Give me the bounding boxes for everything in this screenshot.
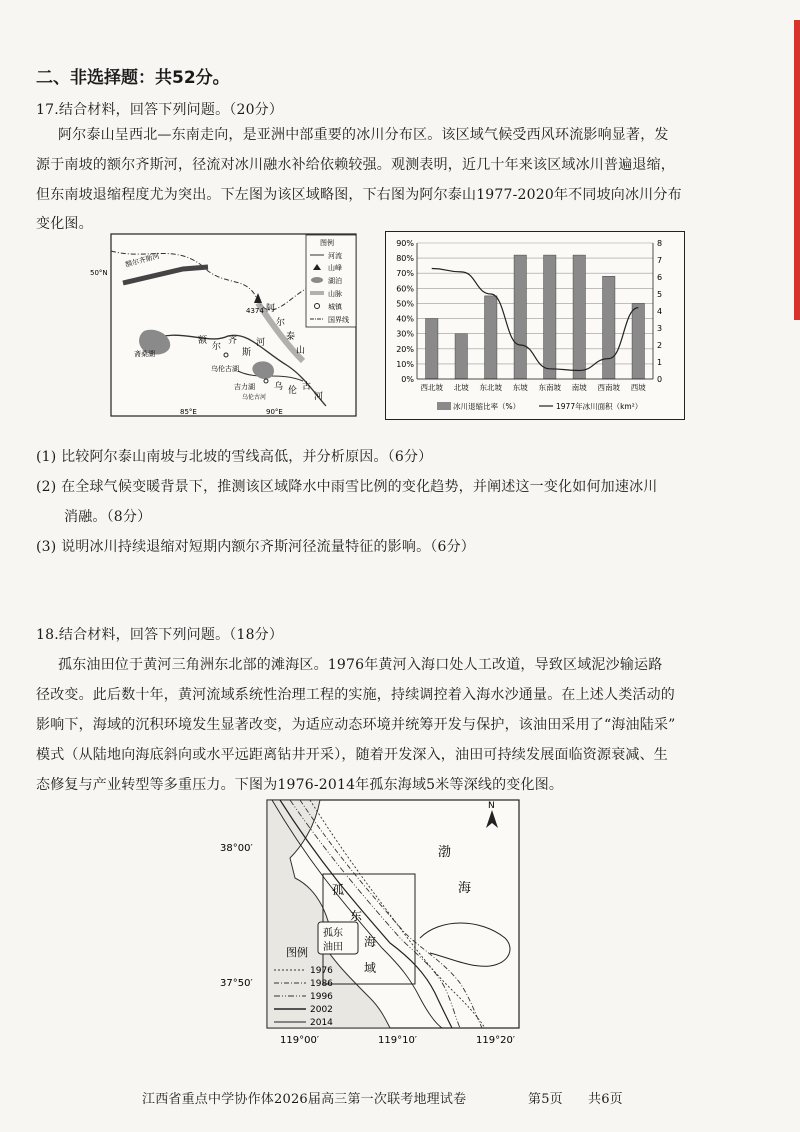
area-label: 域 (364, 961, 377, 975)
bar (455, 334, 467, 379)
place-label: 吉力湖 (234, 383, 255, 391)
place-label: 斯 (242, 348, 252, 358)
legend-year: 2002 (310, 1005, 333, 1015)
q17-para-line: 阿尔泰山呈西北—东南走向，是亚洲中部重要的冰川分布区。该区域气候受西风环流影响显著，发 (58, 127, 669, 143)
oilfield-label: 孤东 (323, 928, 343, 939)
x-tick-label: 西南坡 (597, 383, 620, 392)
legend-year: 1996 (310, 992, 333, 1002)
footer-total: 共6页 (588, 1092, 623, 1107)
x-tick-label: 东坡 (512, 383, 528, 392)
lat-label: 38°00′ (220, 843, 253, 854)
sea-label: 渤 (438, 845, 452, 860)
y-left-tick-label: 70% (396, 269, 414, 279)
y-right-tick-label: 0 (657, 375, 663, 384)
gudong-isobath-map (220, 798, 540, 1048)
q17-para-line: 变化图。 (36, 216, 93, 232)
q18-para-line: 模式（从陆地向海底斜向或水平远距离钻井开采），随着开发深入，油田可持续发展面临资源衰减、生 (36, 747, 668, 763)
place-label: 尔 (276, 318, 286, 328)
place-label: 乌伦古湖 (211, 365, 239, 373)
q17-question: (2) 在全球气候变暖背景下，推测该区域降水中雨雪比例的变化趋势，并阐述这一变化如何加速冰川 (36, 479, 658, 495)
town-icon (264, 379, 268, 383)
x-tick-label: 东南坡 (538, 383, 561, 392)
footer-page: 第5页 (528, 1092, 563, 1107)
place-label: 额 (198, 336, 208, 346)
legend-item: 山脉 (328, 290, 342, 298)
peak-label: 4374 (246, 307, 264, 315)
legend-item: 国界线 (328, 316, 349, 324)
lat-label: 37°50′ (220, 978, 253, 989)
legend-title: 图例 (286, 946, 308, 959)
town-icon (224, 353, 228, 357)
lon-label: 119°20′ (476, 1035, 516, 1046)
altai-region-map (88, 231, 360, 420)
x-tick-label: 南坡 (571, 383, 587, 392)
place-label: 额尔齐斯河 (124, 252, 161, 269)
y-left-tick-label: 90% (396, 239, 414, 248)
legend-year: 1986 (310, 979, 333, 989)
y-right-tick-label: 5 (657, 290, 663, 299)
y-left-tick-label: 50% (396, 299, 414, 309)
oilfield-label: 油田 (323, 942, 343, 953)
bar (632, 303, 644, 379)
legend-item: 河流 (328, 252, 342, 260)
area-label: 孤 (332, 883, 345, 897)
x-tick-label: 北坡 (453, 383, 469, 392)
place-label: 泰 (286, 332, 296, 342)
y-left-tick-label: 80% (396, 254, 414, 264)
y-right-tick-label: 7 (657, 256, 663, 265)
y-right-tick-label: 8 (657, 239, 663, 248)
legend-lake-symbol (311, 277, 323, 283)
q17-para-line: 但东南坡退缩程度尤为突出。下左图为该区域略图，下右图为阿尔泰山1977-2020年不同坡向冰川分布 (36, 187, 682, 203)
area-label: 东 (350, 909, 363, 923)
footer-title: 江西省重点中学协作体2026届高三第一次联考地理试卷 (142, 1092, 467, 1107)
bar (573, 255, 585, 379)
x-tick-label: 东北坡 (479, 383, 502, 392)
legend-item: 湖泊 (328, 277, 342, 285)
place-label: 阿 (266, 304, 276, 314)
q17-question: (3) 说明冰川持续退缩对短期内额尔齐斯河径流量特征的影响。（6分） (36, 539, 475, 555)
place-label: 河 (256, 338, 266, 348)
place-label: 尔 (212, 342, 222, 352)
y-left-tick-label: 40% (396, 314, 414, 324)
y-left-tick-label: 20% (396, 344, 414, 354)
y-right-tick-label: 4 (657, 307, 663, 316)
y-right-tick-label: 2 (657, 341, 663, 350)
legend-title: 图例 (320, 239, 334, 247)
q17-head: 17.结合材料，回答下列问题。（20分） (36, 102, 284, 118)
lon-label: 85°E (180, 408, 197, 416)
legend-bar-label: 冰川退缩比率（%） (453, 402, 521, 411)
q17-question: 消融。（8分） (64, 509, 152, 525)
place-label: 乌伦古河 (242, 394, 267, 401)
place-label: 山 (296, 346, 306, 356)
place-label: 伦 (288, 386, 298, 396)
place-label: 乌 (274, 382, 284, 392)
bar (485, 296, 497, 379)
lon-label: 90°E (266, 408, 283, 416)
legend-item: 城镇 (328, 303, 342, 311)
page-edge-mark (794, 20, 800, 320)
bar (603, 276, 615, 379)
lon-label: 119°10′ (378, 1035, 418, 1046)
lat-label: 50°N (90, 269, 108, 277)
y-left-tick-label: 0% (401, 375, 414, 384)
y-right-tick-label: 3 (657, 324, 663, 333)
x-tick-label: 西北坡 (420, 383, 443, 392)
q18-para-line: 态修复与产业转型等多重压力。下图为1976-2014年孤东海域5米等深线的变化图。 (36, 777, 564, 793)
sea-label: 海 (458, 881, 472, 896)
place-label: 斋桑湖 (134, 350, 155, 358)
y-left-tick-label: 30% (396, 329, 414, 339)
glacier-chart (385, 231, 685, 420)
legend-year: 2014 (310, 1018, 333, 1028)
q18-head: 18.结合材料，回答下列问题。（18分） (36, 627, 284, 643)
section-title: 二、非选择题：共52分。 (36, 68, 230, 88)
bar (426, 319, 438, 379)
place-label: 齐 (228, 336, 238, 346)
place-label: 河 (314, 392, 324, 402)
area-label: 海 (364, 935, 377, 949)
y-right-tick-label: 1 (657, 358, 663, 367)
bar (544, 255, 556, 379)
q18-para-line: 影响下，海域的沉积环境发生显著改变，为适应动态环境并统筹开发与保护，该油田采用了“海油陆采” (36, 717, 676, 733)
q18-para-line: 径改变。此后数十年，黄河流域系统性治理工程的实施，持续调控着入海水沙通量。在上述人类活动的 (36, 687, 675, 703)
y-left-tick-label: 10% (396, 359, 414, 369)
q17-para-line: 源于南坡的额尔齐斯河，径流对冰川融水补给依赖较强。观测表明，近几十年来该区域冰川普遍退缩， (36, 157, 675, 173)
place-label: 古 (302, 382, 312, 392)
north-label: N (488, 801, 495, 811)
legend-year: 1976 (310, 966, 333, 976)
x-tick-label: 西坡 (630, 383, 646, 392)
y-right-tick-label: 6 (657, 273, 663, 282)
legend-item: 山峰 (328, 264, 342, 272)
bar (514, 255, 526, 379)
q17-question: (1) 比较阿尔泰山南坡与北坡的雪线高低，并分析原因。（6分） (36, 449, 433, 465)
lon-label: 119°00′ (280, 1035, 320, 1046)
q18-para-line: 孤东油田位于黄河三角洲东北部的滩海区。1976年黄河入海口处人工改道，导致区域泥沙输运路 (58, 657, 663, 673)
legend-line-label: 1977年冰川面积（km²） (556, 402, 643, 411)
legend-town-symbol (315, 304, 320, 309)
legend-bar-swatch (437, 402, 451, 410)
y-left-tick-label: 60% (396, 284, 414, 294)
